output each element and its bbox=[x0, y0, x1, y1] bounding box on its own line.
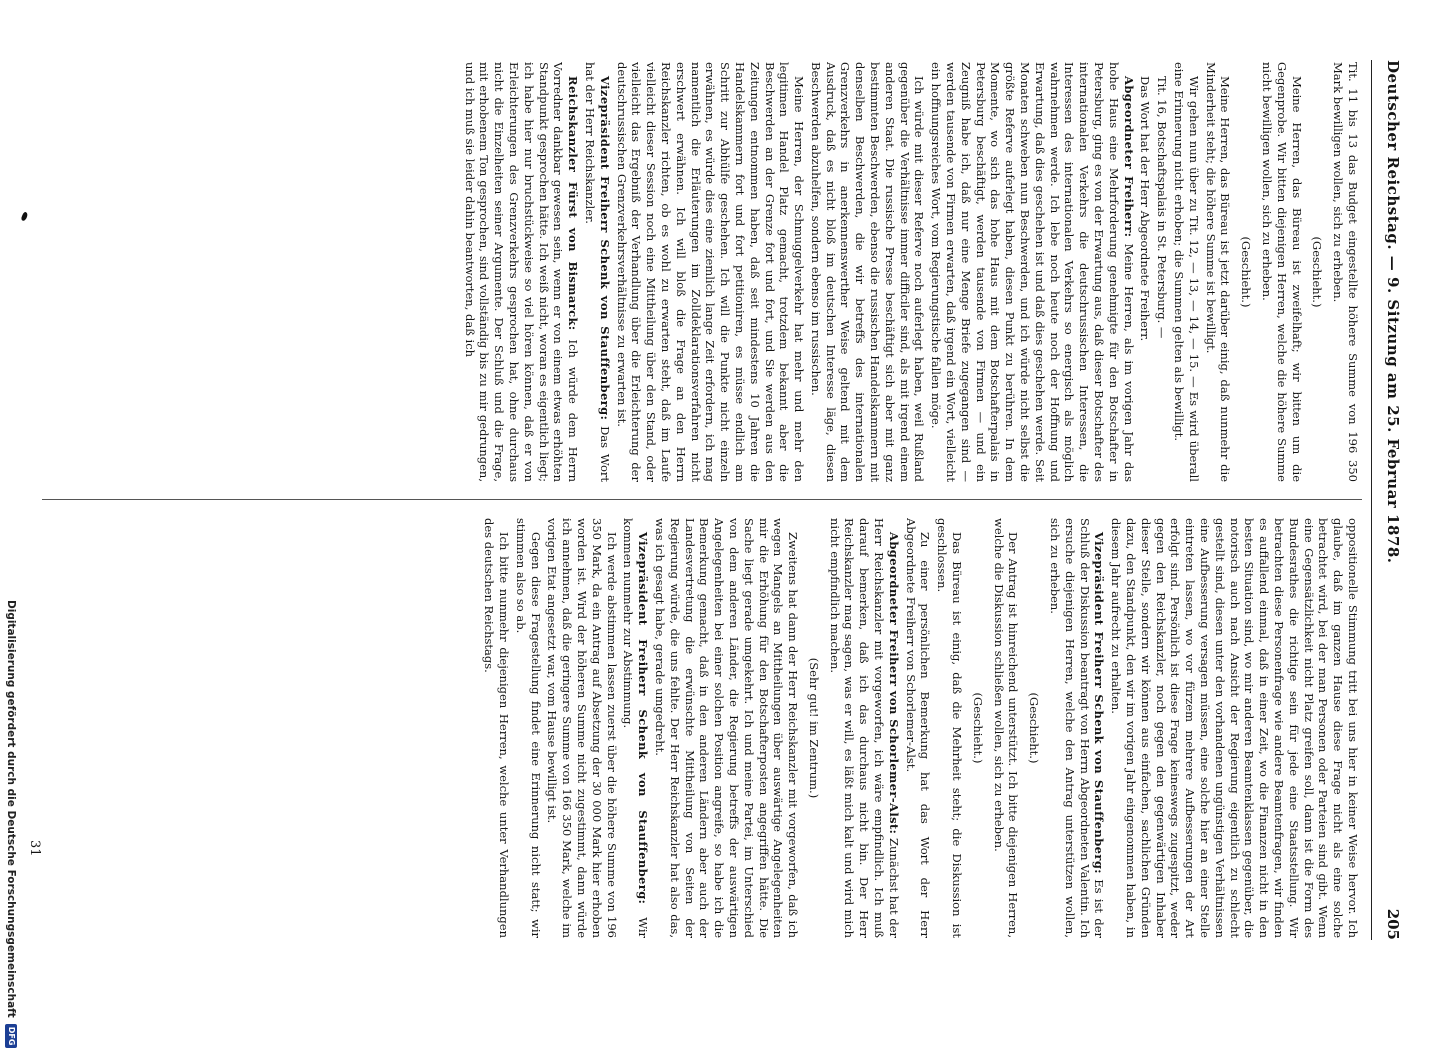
speech bbox=[1047, 518, 1106, 938]
paragraph: oppositionelle Stimmung tritt bei uns hier in keiner Weise hervor. Ich glaube, daß im ganzen Hause diese Frage nicht als eine solche betrachtet wird, bei der man Personen oder Parteien sind gibt. Wenn eine Gegensätzlichkeit nicht Platz greifen soll, dann ist die Form des Bundesrathes die richtige sein für jede eine Staatsstellung. Wir betrachten diese Personenfrage wie andere Beamtenfragen, wir finden es auffallend einmal, daß in einer Zeit, wo die Finanzen nicht in den besten Situation sind, wo mir anderen Beamtenklassen gegenüber, die notorisch auch nach Ansicht der Regierung eigentlich zu schlecht gestellt sind, diesen unter den vorhandenen ungünstigen Verhältnissen eine Aufbesserung versagen müssen, eine solche hier an einer Stelle eintreten lassen, wo vor fürzem mehrere Aufbesserungen der Art erfolgt sind. Persönlich ist diese Frage keineswegs zugespitzt, weder gegen den Reichskanzler, noch gegen den gegenwärtigen Inhaber dieser Stelle, sondern wir können aus einfachen, sachlichen Gründen dazu, den Standpunkt, den wir im vorigen Jahr eingenommen haben, in diesem Jahr aufrecht zu erhalten. bbox=[1109, 518, 1360, 938]
paragraph: Tit. 11 bis 13 das Budget eingestellte höhere Summe von 196 350 Mark bewilligen wollen, sich zu erheben. bbox=[1331, 62, 1360, 482]
page-header bbox=[1380, 60, 1402, 940]
paragraph: Das Büreau ist einig, daß die Mehrheit steht; die Diskussion ist geschlossen. bbox=[935, 518, 965, 938]
speech bbox=[827, 518, 901, 938]
speaker-name: Vizepräsident Freiherr Schenk von Stauffenberg: bbox=[1092, 532, 1107, 874]
paragraph: Das Wort hat der Herr Abgeordnete Freiherr. bbox=[1138, 76, 1153, 342]
stage-direction: (Geschieht.) bbox=[1310, 236, 1325, 308]
speech bbox=[621, 518, 651, 938]
speaker-name: Reichskanzler Fürst von Bismarck: bbox=[566, 76, 581, 331]
credit-text: Digitalisierung gefördert durch die Deutsche Forschungsgemeinschaft bbox=[5, 600, 17, 1018]
speaker-name: Abgeordneter Freiherr: bbox=[1121, 76, 1136, 238]
speech-text: Zunächst hat der Herr Reichskanzler mit vorgeworfen, ich wäre empfindlich. Ich muß darauf bemerken, daß ich das durchaus nicht bin. Der Herr Reichskanzler mag sagen, was er will, es läßt mich kalt und wird mich nicht empfindlich machen. bbox=[827, 518, 901, 938]
paragraph: Gegen diese Fragestellung findet eine Erinnerung nicht statt; wir stimmen also so ab. bbox=[513, 518, 543, 938]
paragraph: Zu einer persönlichen Bemerkung hat das Wort der Herr Abgeordnete Freiherr von Schorlemer-Alst. bbox=[903, 518, 933, 938]
speech bbox=[462, 62, 580, 482]
paragraph: Der Antrag ist hinreichend unterstützt. Ich bitte diejenigen Herren, welche die Diskussion schließen wollen, sich zu erheben. bbox=[991, 518, 1021, 938]
speech-text: Das Wort hat der Herr Reichskanzler. bbox=[582, 62, 612, 482]
paragraph: Meine Herren, der Schmuggelverkehr hat mehr und mehr den legitimen Handel Platz gemacht, trotzdem bekannt aber die Beschwerden an der Grenze fort und fort, und Sie werden aus den Zeitungen entnommen haben, daß seit mindestens 10 Jahren die Handelskammern fort und fort petitioniren, es müsse endlich am Schritt zur Abhülfe geschehen. Ich will die Punkte nicht einzeln erwähnen, es würde dies eine ziemlich lange Zeit erfordern, ich mag namentlich die Erläuterungen im Zolldeklarationsverfahren nicht erschwert erwähnen. Ich will bloß die Frage an den Herrn Reichskanzler richten, ob es wohl zu erwarten steht, daß im Laufe vielleicht dieser Session noch eine Mittheilung über den Stand, oder vielleicht das Ergebniß der Verhandlung über die Erleichterung der deutschrussischen Grenzverkehrsverhältnisse zu erwarten ist. bbox=[614, 62, 807, 482]
speech bbox=[582, 62, 612, 482]
running-title: Deutscher Reichstag. — 9. Sitzung am 25. Februar 1878. bbox=[1384, 60, 1402, 564]
stage-direction: (Geschieht.) bbox=[1027, 692, 1042, 764]
left-column bbox=[40, 62, 1360, 482]
column-divider bbox=[42, 499, 1362, 500]
paragraph: Ich würde mit dieser Referve noch auferlegt haben, weil Rußland gegenüber die Verhältnisse immer difficiler sind, als mit irgend einem anderen Staat. Die russische Presse beschäftigt sich aber mit ganz bestimmten Beschwerden, ebenso die russischen Handelskammern mit denselben Beschwerden, die wir betreffs des internationalen Grenzverkehrs in anerkennenswerther Weise geltend mit dem Ausdruck, daß es nicht bloß im deutschen Interesse läge, diesen Beschwerden abzuhelfen, sondern ebenso im russischen. bbox=[808, 62, 927, 482]
stage-direction: (Geschieht.) bbox=[970, 692, 985, 764]
right-column bbox=[40, 518, 1360, 938]
header-rule bbox=[1371, 60, 1372, 940]
speech-text: Wir kommen nunmehr zur Abstimmung. bbox=[621, 518, 651, 938]
page-number: 205 bbox=[1384, 908, 1402, 940]
speech-text: Ich würde dem Herrn Vorredner dankbar gewesen sein, wenn er von einem etwas erhöhten Standpunkt gesprochen hätte. Ich weiß nicht, woran es eigentlich liegt; ich habe hier nur bruchstückweise so viel hören können, daß er von Erleichterungen des Grenzverkehrs gesprochen hat, ohne durchaus nicht die Einzelheiten seiner Argumente. Der Schluß und die Frage, mit erhobenem Ton gesprochen, sind vollständig bis zu mir gedrungen, und ich muß sie leider dahin beantworten, daß ich bbox=[462, 62, 581, 482]
dfg-logo: DFG bbox=[5, 1024, 17, 1048]
paragraph: Zweitens hat dann der Herr Reichskanzler mit vorgeworfen, daß ich wegen Mangels an Mittheilungen über auswärtige Angelegenheiten mir die Erhöhung für den Botschafterposten angegriffen hätte. Die Sache liegt gerade umgekehrt. Ich und meine Partei, im Unterschied von dem anderen Länder, die Regierung betreffs der auswärtigen Angelegenheiten bei einer solchen Position angreife, so habe ich die Bemerkung gemacht, daß in den anderen Ländern aber auch der Landesvertretung die erwünschte Mittheilung von Seiten der Regierung würde, die uns fehlte. Der Herr Reichskanzler hat also das, was ich gesagt habe, gerade umgedreht. bbox=[652, 518, 801, 938]
paragraph: Tit. 16, Botschaftspalais in St. Petersburg. — bbox=[1155, 76, 1170, 339]
stage-direction: (Geschieht.) bbox=[1239, 236, 1254, 308]
paragraph: Ich werde abstimmen lassen zuerst über die höhere Summe von 196 350 Mark, da ein Antrag auf Absetzung der 30 000 Mark hier erhoben worden ist. Wird der höheren Summe nicht zugestimmt, dann würde ich annehmen, daß die geringere Summe von 166 350 Mark, welche im vorigen Etat angesetzt war, vom Hause bewilligt ist. bbox=[545, 518, 619, 938]
speech bbox=[928, 62, 1135, 482]
speaker-name: Vizepräsident Freiherr Schenk von Stauffenberg: bbox=[636, 532, 651, 905]
speaker-name: Vizepräsident Freiherr Schenk von Stauffenberg: bbox=[597, 76, 612, 421]
speech-text: Es ist der Schluß der Diskussion beantragt von Herrn Abgeordneten Valentin. Ich ersuche diejenigen Herren, welche den Antrag unterstützen wollen, sich zu erheben. bbox=[1048, 518, 1107, 938]
paragraph: Wir gehen nun über zu Tit. 12, — 13, — 14, — 15. — Es wird überall eine Erinnerung nicht erhoben; die Summen gelten als bewilligt. bbox=[1172, 62, 1201, 482]
paragraph: Meine Herren, das Büreau ist zweifelhaft; wir bitten um die Gegenprobe. Wir bitten diejenigen Herren, welche die höhere Summe nicht bewilligen wollen, sich zu erheben. bbox=[1260, 62, 1304, 482]
speech-text: Meine Herren, als im vorigen Jahr das hohe Haus eine Mehrforderung genehmigte für den Botschafter in Petersburg, ging es von der Erwartung aus, daß dieser Botschafter des internationalen Verkehrs die deutschrussischen Interessen, die Interessen des internationalen Verkehrs so energisch als möglich wahrnehmen werde. Ich lebe noch heute noch der Hoffnung und Erwartung, daß dies geschehen ist und daß dies geschehen werde. Seit Monaten schweben nun Beschwerden, und ich würde nicht selbst die größte Referve auferlegt haben, diesen Punkt zu berühren. In dem Momente, wo sich das hohe Haus mit dem Botschafterpalais in Petersburg beschäftigt, werden tausende von Firmen — und ein Zeugniß habe ich, daß nur eine Menge Briefe zugegangen sind — werden tausende von Firmen erwarten, daß irgend ein Wort, vielleicht ein hoffnungsreiches Wort, vom Regierungstische fallen möge. bbox=[929, 62, 1136, 482]
speaker-name: Abgeordneter Freiherr von Schorlemer-Alst: bbox=[886, 532, 901, 835]
paragraph: Ich bitte nunmehr diejenigen Herren, welche unter Verhandlungen des deutschen Reichstags. bbox=[482, 518, 511, 938]
signature-mark: 31 bbox=[27, 840, 42, 857]
paragraph: Meine Herren, das Büreau ist jetzt darüber einig, daß nunmehr die Minderheit steht; die höhere Summe ist bewilligt. bbox=[1203, 62, 1233, 482]
stage-direction: (Sehr gut! im Zentrum.) bbox=[806, 657, 821, 799]
